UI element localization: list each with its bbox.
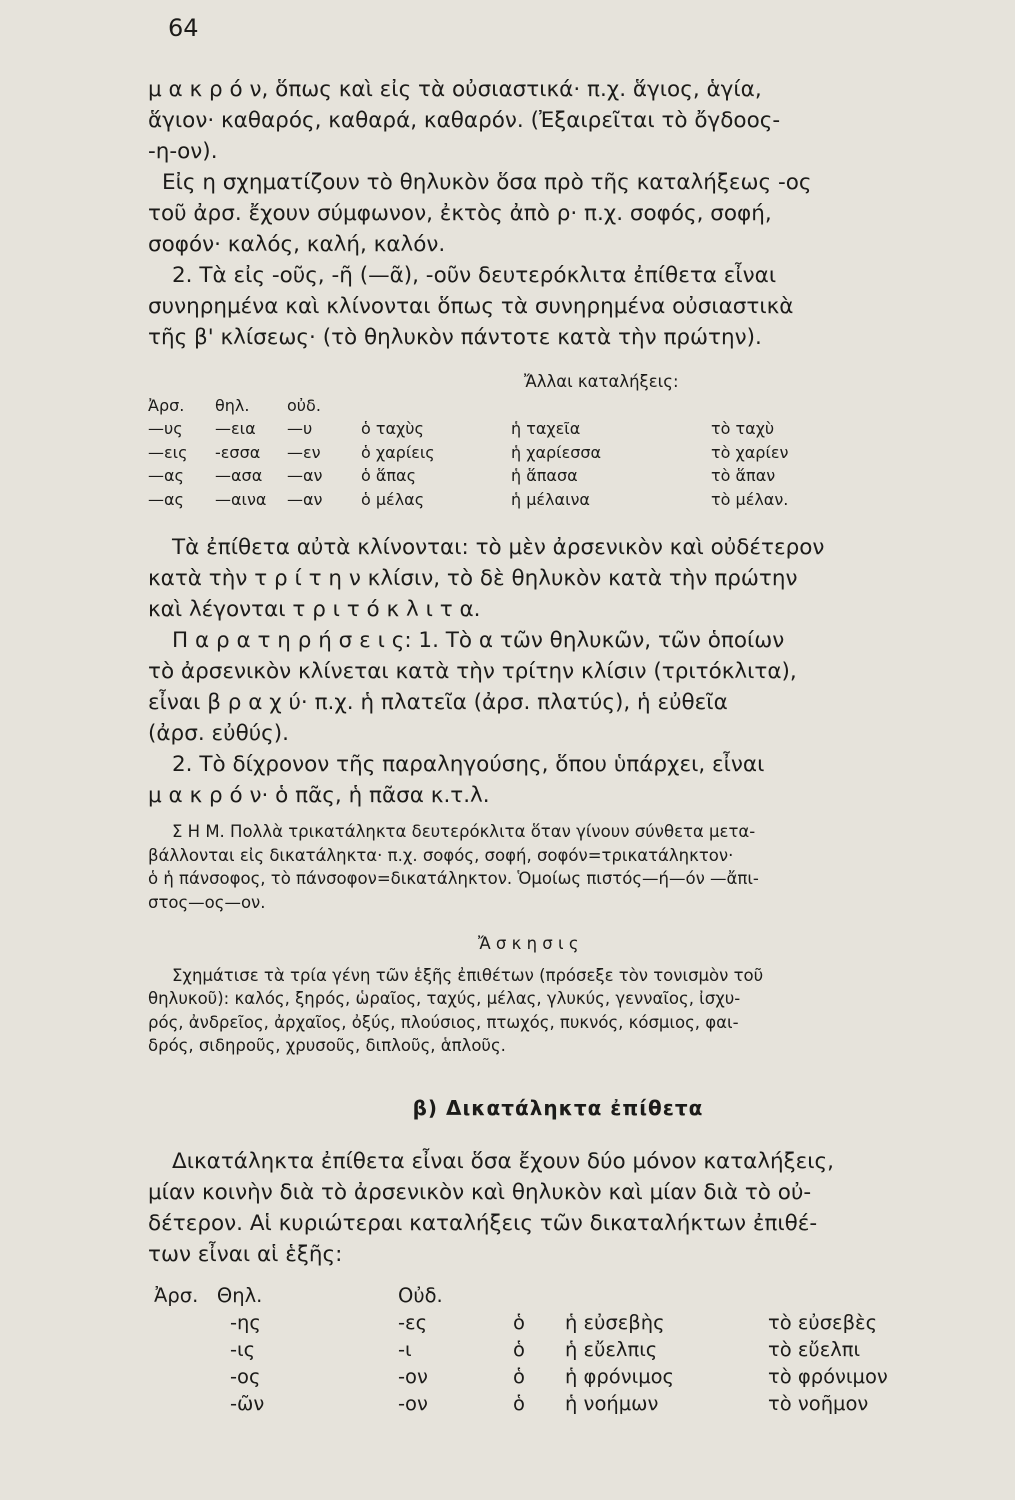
text-line: καὶ λέγονται τ ρ ι τ ό κ λ ι τ α. <box>148 597 481 622</box>
table-cell: τὸ νοῆμον <box>768 1392 869 1415</box>
text-line: 2. Τὸ δίχρονον τῆς παραληγούσης, ὅπου ὑπάρχει, εἶναι <box>172 752 765 777</box>
table-cell: τὸ ταχὺ <box>711 419 775 438</box>
column-header: οὐδ. <box>287 395 321 415</box>
table-cell: -ον <box>398 1392 428 1415</box>
table-cell: —αν <box>287 466 323 485</box>
text-line: -η-ον). <box>148 139 218 164</box>
table-cell: -ῶν <box>230 1392 265 1415</box>
text-line: 2. Τὰ εἰς -οῦς, -ῆ (—ᾶ), -οῦν δευτερόκλιτα ἐπίθετα εἶναι <box>172 263 777 288</box>
table-cell: ἡ ἅπασα <box>511 466 578 485</box>
text-line: Τὰ ἐπίθετα αὐτὰ κλίνονται: τὸ μὲν ἀρσενικὸν καὶ οὐδέτερον <box>172 535 825 560</box>
endings-table-1 <box>148 370 968 511</box>
table-cell: ὁ μέλας <box>361 489 425 509</box>
text-line: (ἀρσ. εὐθύς). <box>148 721 289 746</box>
table-cell: —υς <box>148 419 183 438</box>
text-line: Π α ρ α τ η ρ ή σ ε ι ς: 1. Τὸ α τῶν θηλυκῶν, τῶν ὁποίων <box>172 628 785 653</box>
text-line: κατὰ τὴν τ ρ ί τ η ν κλίσιν, τὸ δὲ θηλυκὸν κατὰ τὴν πρώτην <box>148 566 798 591</box>
section-2 <box>148 532 968 811</box>
table-row <box>148 1363 948 1390</box>
table-cell: —αν <box>287 489 323 509</box>
table-cell: τὸ μέλαν. <box>711 489 789 509</box>
endings-table <box>148 394 911 512</box>
column-header: Οὐδ. <box>398 1284 443 1307</box>
table-header-row <box>148 1282 948 1309</box>
table-cell: ὁ <box>513 1311 525 1334</box>
section-2-text <box>148 532 968 811</box>
table-row <box>148 1336 948 1363</box>
table-row <box>148 1390 948 1417</box>
table-cell: —υ <box>287 419 313 438</box>
section-3-text <box>148 1146 968 1270</box>
table-cell: ἡ εὔελπις <box>565 1338 658 1361</box>
text-line: των εἶναι αἱ ἑξῆς: <box>148 1242 343 1267</box>
table-caption: Ἄλλαι καταλήξεις: <box>524 372 679 391</box>
text-line: μ α κ ρ ό ν· ὁ πᾶς, ἡ πᾶσα κ.τ.λ. <box>148 783 490 808</box>
table-cell: —ασα <box>215 466 263 485</box>
text-line: συνηρημένα καὶ κλίνονται ὅπως τὰ συνηρημένα οὐσιαστικὰ <box>148 294 794 319</box>
table-cell: ὁ <box>513 1365 525 1388</box>
table-cell: -ον <box>398 1365 428 1388</box>
table-cell: —εις <box>148 442 188 462</box>
table-cell: ὁ ἅπας <box>361 466 416 485</box>
endings-table-2 <box>148 1282 968 1417</box>
table-cell: ἡ ταχεῖα <box>511 419 581 438</box>
table-cell: ἡ μέλαινα <box>511 489 590 509</box>
table-header-row <box>148 394 911 418</box>
section-1 <box>148 74 968 353</box>
table-row <box>148 417 911 441</box>
note <box>148 820 968 914</box>
table-cell: -ι <box>398 1338 412 1361</box>
table-cell: -ος <box>230 1365 261 1388</box>
column-header: Ἀρσ. <box>148 395 185 415</box>
table-cell: -ες <box>398 1311 428 1334</box>
table-cell: ἡ νοήμων <box>565 1392 659 1415</box>
text-line: Εἰς η σχηματίζουν τὸ θηλυκὸν ὅσα πρὸ τῆς καταλήξεως -ος <box>162 170 812 195</box>
table-cell: ὁ ταχὺς <box>361 419 424 438</box>
text-line: τὸ ἀρσενικὸν κλίνεται κατὰ τὴν τρίτην κλίσιν (τριτόκλιτα), <box>148 659 797 684</box>
text-line: τοῦ ἀρσ. ἔχουν σύμφωνον, ἐκτὸς ἀπὸ ρ· π.χ. σοφός, σοφή, <box>148 201 772 226</box>
text-line: θηλυκοῦ): καλός, ξηρός, ὡραῖος, ταχύς, μέλας, γλυκύς, γενναῖος, ἰσχυ- <box>148 989 741 1008</box>
text-line: μίαν κοινὴν διὰ τὸ ἀρσενικὸν καὶ θηλυκὸν καὶ μίαν διὰ τὸ οὐ- <box>148 1180 812 1205</box>
text-line: στος—ος—ον. <box>148 892 266 912</box>
table-cell: -εσσα <box>215 442 261 462</box>
text-line: δέτερον. Αἱ κυριώτεραι καταλήξεις τῶν δικαταλήκτων ἐπιθέ- <box>148 1211 818 1236</box>
table-cell: —εν <box>287 442 321 462</box>
section-3 <box>148 1096 968 1270</box>
column-header: θηλ. <box>215 395 250 415</box>
text-line: δρός, σιδηροῦς, χρυσοῦς, διπλοῦς, ἁπλοῦς. <box>148 1036 506 1055</box>
table-cell: ὁ χαρίεις <box>361 442 435 462</box>
note-text <box>148 820 968 914</box>
text-line: μ α κ ρ ό ν, ὅπως καὶ εἰς τὰ οὐσιαστικά· π.χ. ἅγιος, ἁγία, <box>148 77 762 102</box>
column-header-fem: Θηλ. <box>216 1284 263 1307</box>
table-cell: —εια <box>215 419 256 438</box>
text-line: σοφόν· καλός, καλή, καλόν. <box>148 232 446 257</box>
text-line: τῆς β' κλίσεως· (τὸ θηλυκὸν πάντοτε κατὰ τὴν πρώτην). <box>148 325 762 350</box>
text-line: ρός, ἀνδρεῖος, ἀρχαῖος, ὀξύς, πλούσιος, πτωχός, πυκνός, κόσμιος, φαι- <box>148 1012 739 1032</box>
table-cell: -ης <box>230 1311 261 1334</box>
exercise-text <box>148 964 968 1058</box>
text-line: Σ Η Μ. Πολλὰ τρικατάληκτα δευτερόκλιτα ὅταν γίνουν σύνθετα μετα- <box>172 822 756 841</box>
endings-table <box>148 1282 948 1417</box>
text-line: Δικατάληκτα ἐπίθετα εἶναι ὅσα ἔχουν δύο μόνον καταλήξεις, <box>172 1149 835 1174</box>
table-cell: ὁ <box>513 1338 525 1361</box>
text-line: βάλλονται εἰς δικατάληκτα· π.χ. σοφός, σοφή, σοφόν=τρικατάληκτον· <box>148 845 734 865</box>
column-header <box>148 1282 398 1309</box>
exercise <box>148 932 968 1058</box>
text-line: ὁ ἡ πάνσοφος, τὸ πάνσοφον=δικατάληκτον. Ὁμοίως πιστός—ή—όν —ἄπι- <box>148 869 759 888</box>
table-row <box>148 464 911 488</box>
table-cell: τὸ φρόνιμον <box>768 1365 888 1388</box>
table-cell: ἡ φρόνιμος <box>565 1365 675 1388</box>
table-cell: τὸ εὔελπι <box>768 1338 861 1361</box>
table-cell: τὸ χαρίεν <box>711 442 789 462</box>
text-line: Σχημάτισε τὰ τρία γένη τῶν ἑξῆς ἐπιθέτων (πρόσεξε τὸν τονισμὸν τοῦ <box>172 965 764 985</box>
table-row <box>148 488 911 512</box>
text-line: ἅγιον· καθαρός, καθαρά, καθαρόν. (Ἐξαιρεῖται τὸ ὄγδοος- <box>148 108 781 133</box>
table-cell: -ις <box>230 1338 256 1361</box>
section-1-text <box>148 74 968 353</box>
text-line: εἶναι β ρ α χ ύ· π.χ. ἡ πλατεῖα (ἀρσ. πλατύς), ἡ εὐθεῖα <box>148 690 728 715</box>
table-cell: —ας <box>148 489 184 509</box>
table-cell: ὁ <box>513 1392 525 1415</box>
exercise-title: Ἄ σ κ η σ ι ς <box>478 934 579 953</box>
page-number: 64 <box>168 14 199 42</box>
table-cell: —αινα <box>215 489 267 509</box>
section-heading: β) Δικατάληκτα ἐπίθετα <box>412 1096 704 1120</box>
table-cell: —ας <box>148 466 184 485</box>
table-cell: τὸ εὐσεβὲς <box>768 1311 878 1334</box>
table-cell: τὸ ἅπαν <box>711 466 776 485</box>
table-cell: ἡ εὐσεβὴς <box>565 1311 665 1334</box>
table-row <box>148 1309 948 1336</box>
table-row <box>148 441 911 465</box>
table-cell: ἡ χαρίεσσα <box>511 442 602 462</box>
column-header-masc: Ἀρσ. <box>154 1284 199 1307</box>
